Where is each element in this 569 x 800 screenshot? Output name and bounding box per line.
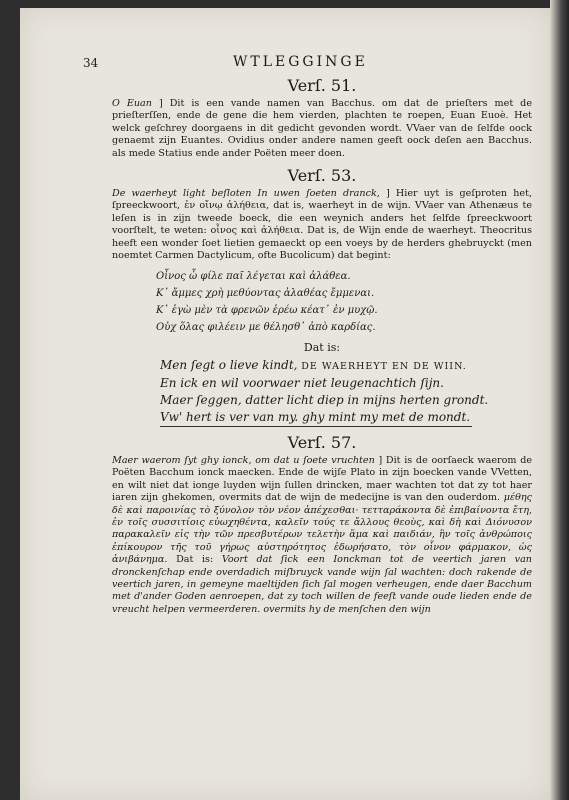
page-header [83, 56, 453, 76]
greek-verse-line: Οἶνος ὦ φίλε παῖ λέγεται καὶ ἀλάθεα. [156, 271, 351, 283]
commentary-53-text: Hier uyt is geſproten het, ſpreeckwoort, ἐν οἴνῳ ἀλήθεια, dat is, waerheyt in de wijn. VVaer van Athenæus te leſen is in zijn tweede boeck, die een weynich anders het ſelfde ſpreeckwoort voorſtelt, te weten: οἶνος καὶ ἀλήθεια. Dat is, de Wijn ende de waerheyt. Theocritus heeft een wonder ſoet lietien gemaeckt op een voeys by de herders ghebruyckt (men noemtet Carmen Dactylicum, ofte Bucolicum) dat begint: [112, 188, 533, 262]
commentary-51: O Euan ] Dit is een vande namen van Bacchus. om dat de prieſters met de prieſterſſen, ende de gene die hem vierden, plachten te roepen, Euan Euoè. Het welck geſchrey doorgaens in dit gedicht gevonden wordt. VVaer van de ſelfde oock genaemt zijn Euantes. Ovidius onder andere namen geeft oock deſen aen Bacchus. als mede Statius ende ander Poëten meer doen. [112, 98, 532, 159]
greek-verse-line: Κ᾽ ἄμμες χρὴ μεθύοντας ἀλαθέας ἔμμεναι. [156, 288, 375, 300]
poem-line-text: En ick en wil voorwaer niet leugenachtich ſijn. [160, 375, 444, 390]
lemma-51: O Euan [112, 98, 152, 109]
commentary-51-text: Dit is een vande namen van Bacchus. om dat de prieſters met de prieſterſſen, ende de gene die hem vierden, plachten te roepen, Euan Euoè. Het welck geſchrey doorgaens in dit gedicht gevonden wordt. VVaer van de ſelfde oock genaemt zijn Euantes. Ovidius onder andere namen geeft oock deſen aen Bacchus. als mede Statius ende ander Poëten meer doen. [112, 98, 532, 159]
poem-line [160, 357, 532, 375]
dutch-translation-prose: Voort dat ſick een Ionckman tot de veertich jaren van dronckenſchap ende overdadich miſbruyck vande wijn ſal wachten: doch rakende de veertich jaren, in gemeyne maeltijden ſich ſal mogen verheugen, ende daer Bacchum met d'ander Goden aenroepen, dat zy toch willen de feeſt vande oude lieden ende de vreucht helpen vermeerderen. overmits hy de menſchen den wijn [112, 554, 532, 615]
commentary-53: De waerheyt light beſloten In uwen ſoeten dranck, ] Hier uyt is geſproten het, ſpreeckwoort, ἐν οἴνῳ ἀλήθεια, dat is, waerheyt in de wijn. VVaer van Athenæus te leſen is in zijn tweede boeck, die een weynich anders het ſelfde ſpreeckwoort voorſtelt, te weten: οἶνος καὶ ἀλήθεια. Dat is, de Wijn ende de waerheyt. Theocritus heeft een wonder ſoet lietien gemaeckt op een voeys by de herders ghebruyckt (men noemtet Carmen Dactylicum, ofte Bucolicum) dat begint: [112, 188, 533, 262]
verse-heading-57: Verſ. 57. [287, 432, 357, 452]
poem-line [160, 409, 532, 427]
lemma-57: Maer waerom ſyt ghy ionck, om dat u ſoete vruchten [112, 454, 375, 466]
page-body [112, 76, 532, 622]
verse-heading-53: Verſ. 53. [287, 166, 357, 186]
poem-line [160, 392, 532, 409]
poem-line-text: Maer ſeggen, datter licht diep in mijns herten grondt. [160, 392, 489, 407]
commentary-57: Maer waerom ſyt ghy ionck, om dat u ſoete vruchten ] Dit is de oorſaeck waerom de Poëten Bacchum ionck maecken. Ende de wijſe Plato in zijn boecken vande VVetten, en wilt niet dat ionge luyden wijn ſullen drincken, maer wachten tot dat zy tot haer iaren zijn ghekomen, overmits dat de wijn de medecijne is van den ouderdom. μέθης δὲ καὶ παροινίας τὸ ξύνολον τὸν νέον ἀπέχεσθαι· τετταράκοντα δὲ ἐπιβαίνοντα ἔτη, ἐν τοῖς συσσιτίοις εὐωχηθέντα, καλεῖν τούς τε ἄλλους θεοὺς, καὶ δὴ καὶ Διόνυσον παρακαλεῖν εἰς τὴν τῶν πρεσβυτέρων τελετὴν ἅμα καὶ παιδιάν, ἣν τοῖς ἀνθρώποις ἐπίκουρον τῆς τοῦ γήρως αὐστηρότητος ἐδωρήσατο, τὸν οἶνον φάρμακον, ὡς ἀνιβάνημα. Dat is: Voort dat ſick een Ionckman tot de veertich jaren van dronckenſchap ende overdadich miſbruyck vande wijn ſal wachten: doch rakende de veertich jaren, in gemeyne maeltijden ſich ſal mogen verheugen, ende daer Bacchum met d'ander Goden aenroepen, dat zy toch willen de feeſt vande oude lieden ende de vreucht helpen vermeerderen. overmits hy de menſchen den wijn [112, 454, 533, 615]
dutch-translation-verse [160, 357, 532, 427]
book-gutter-edge [550, 0, 569, 800]
commentary-57-text: Dit is de oorſaeck waerom de Poëten Bacchum ionck maecken. Ende de wijſe Plato in zijn boecken vande VVetten, en wilt niet dat ionge luyden wijn ſullen drincken, maer wachten tot dat zy tot haer iaren zijn ghekomen, overmits dat de wijn de medecijne is van den ouderdom. [112, 454, 533, 504]
greek-verse [156, 268, 532, 336]
dat-is-label: Dat is: [303, 341, 341, 355]
verse-heading-51: Verſ. 51. [287, 76, 357, 95]
lemma-53: De waerheyt light beſloten In uwen ſoeten dranck, [112, 188, 380, 200]
greek-verse-line: Κ᾽ ἐγὼ μὲν τὰ φρενῶν ἐρέω κέατ᾽ ἐν μυχῷ. [156, 305, 378, 317]
page-number: 34 [83, 56, 99, 70]
running-head: WTLEGGINGE [233, 54, 368, 70]
poem-line [160, 375, 532, 392]
poem-line-text: Men ſegt o lieve kindt, [160, 357, 298, 372]
poem-line-smallcaps: DE WAERHEYT EN DE WIIN. [301, 360, 467, 372]
poem-line-text: Vw' hert is ver van my. ghy mint my met de mondt. [160, 409, 472, 427]
dat-is-inline: Dat is: [176, 554, 214, 566]
greek-quotation: μέθης δὲ καὶ παροινίας τὸ ξύνολον τὸν νέον ἀπέχεσθαι· τετταράκοντα δὲ ἐπιβαίνοντα ἔτη, ἐν τοῖς συσσιτίοις εὐωχηθέντα, καλεῖν τούς τε ἄλλους θεοὺς, καὶ δὴ καὶ Διόνυσον παρακαλεῖν εἰς τὴν τῶν πρεσβυτέρων τελετὴν ἅμα καὶ παιδιάν, ἣν τοῖς ἀνθρώποις ἐπίκουρον τῆς τοῦ γήρως αὐστηρότητος ἐδωρήσατο, τὸν οἶνον φάρμακον, ὡς ἀνιβάνημα. [112, 492, 532, 566]
greek-verse-line: Οὐχ ὅλας φιλέειν με θέλησθ᾽ ἀπὸ καρδίας. [156, 322, 376, 334]
